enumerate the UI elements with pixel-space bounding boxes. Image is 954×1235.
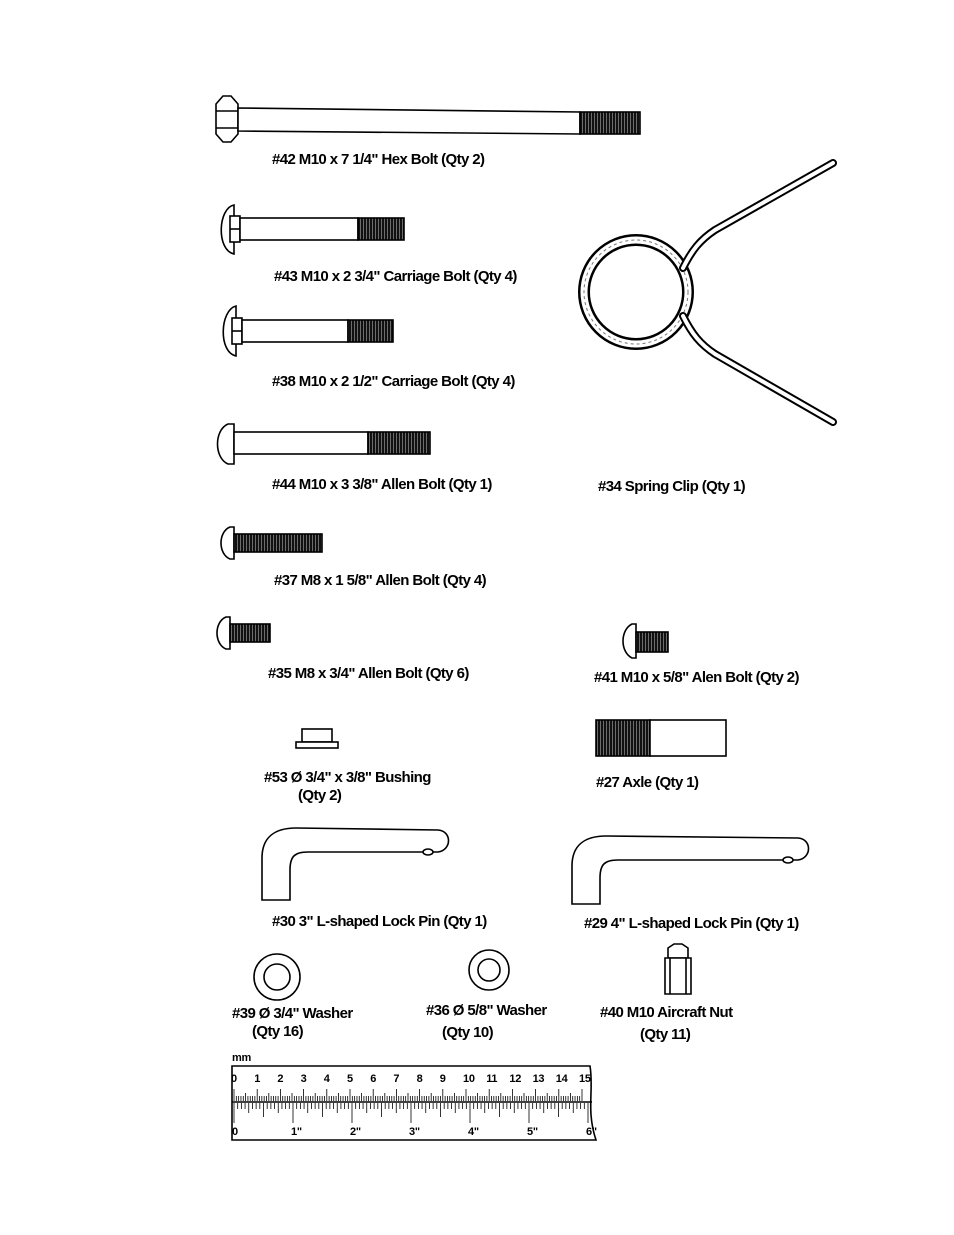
ruler-inch-label: 6" (586, 1126, 597, 1138)
part-label-53: #53 Ø 3/4" x 3/8" Bushing (264, 769, 431, 786)
ruler-mm-label: 6 (370, 1073, 377, 1085)
part-label-36-qty: (Qty 10) (442, 1024, 494, 1041)
part-label-41: #41 M10 x 5/8" Alen Bolt (Qty 2) (594, 669, 799, 686)
part-label-38: #38 M10 x 2 1/2" Carriage Bolt (Qty 4) (272, 373, 515, 390)
allen-bolt-41-drawing (623, 624, 668, 658)
part-label-42: #42 M10 x 7 1/4" Hex Bolt (Qty 2) (272, 151, 485, 168)
ruler-mm-label: 15 (579, 1073, 591, 1085)
bushing-53-drawing (296, 729, 338, 748)
part-label-40-qty: (Qty 11) (640, 1026, 691, 1043)
ruler-mm-label: 7 (393, 1073, 400, 1085)
carriage-bolt-43-drawing (221, 205, 404, 254)
ruler-inch-label: 4" (468, 1126, 479, 1138)
part-label-35: #35 M8 x 3/4" Allen Bolt (Qty 6) (268, 665, 469, 682)
ruler-mm-label: 11 (486, 1073, 498, 1085)
part-label-29: #29 4" L-shaped Lock Pin (Qty 1) (584, 915, 799, 932)
part-label-30: #30 3" L-shaped Lock Pin (Qty 1) (272, 913, 487, 930)
part-label-40: #40 M10 Aircraft Nut (600, 1004, 733, 1021)
part-label-44: #44 M10 x 3 3/8" Allen Bolt (Qty 1) (272, 476, 492, 493)
ruler-mm-label: 1 (254, 1073, 261, 1085)
ruler-mm-label: 13 (532, 1073, 545, 1085)
ruler-mm-label: 5 (347, 1073, 353, 1085)
part-label-43: #43 M10 x 2 3/4" Carriage Bolt (Qty 4) (274, 268, 517, 285)
allen-bolt-37-drawing (221, 527, 322, 559)
carriage-bolt-38-drawing (223, 306, 393, 356)
ruler-mm-label: 0 (231, 1073, 237, 1085)
axle-27-drawing (596, 720, 726, 756)
ruler-mm-label: 8 (416, 1073, 423, 1085)
ruler-inch-label: 2" (350, 1126, 361, 1138)
aircraft-nut-40-drawing (665, 944, 691, 994)
part-label-34: #34 Spring Clip (Qty 1) (598, 478, 746, 495)
part-label-53-qty: (Qty 2) (298, 787, 342, 804)
allen-bolt-35-drawing (217, 617, 270, 649)
washer-36-drawing (469, 950, 509, 990)
ruler-unit-label: mm (232, 1052, 251, 1064)
hex-bolt-42-drawing (216, 96, 640, 142)
washer-39-drawing (254, 954, 300, 1000)
ruler-mm-label: 12 (509, 1073, 522, 1085)
ruler-inch-label: 1" (291, 1126, 302, 1138)
ruler-inch-label: 5" (527, 1126, 538, 1138)
part-label-39-qty: (Qty 16) (252, 1023, 304, 1040)
ruler-mm-label: 2 (277, 1073, 284, 1085)
lock-pin-30-drawing (262, 828, 449, 900)
ruler-mm-label: 14 (555, 1073, 568, 1085)
ruler-inch-label: 0 (232, 1126, 238, 1138)
ruler-mm-label: 10 (463, 1073, 475, 1085)
allen-bolt-44-drawing (218, 424, 431, 464)
ruler-mm-label: 9 (439, 1073, 446, 1085)
spring-clip-34-drawing (584, 163, 833, 422)
ruler-inch-label: 3" (409, 1126, 420, 1138)
part-label-36: #36 Ø 5/8" Washer (426, 1002, 547, 1019)
ruler-mm-label: 3 (300, 1073, 307, 1085)
part-label-27: #27 Axle (Qty 1) (596, 774, 699, 791)
ruler-mm-label: 4 (323, 1073, 330, 1085)
part-label-37: #37 M8 x 1 5/8" Allen Bolt (Qty 4) (274, 572, 487, 589)
lock-pin-29-drawing (572, 836, 809, 904)
part-label-39: #39 Ø 3/4" Washer (232, 1005, 353, 1022)
